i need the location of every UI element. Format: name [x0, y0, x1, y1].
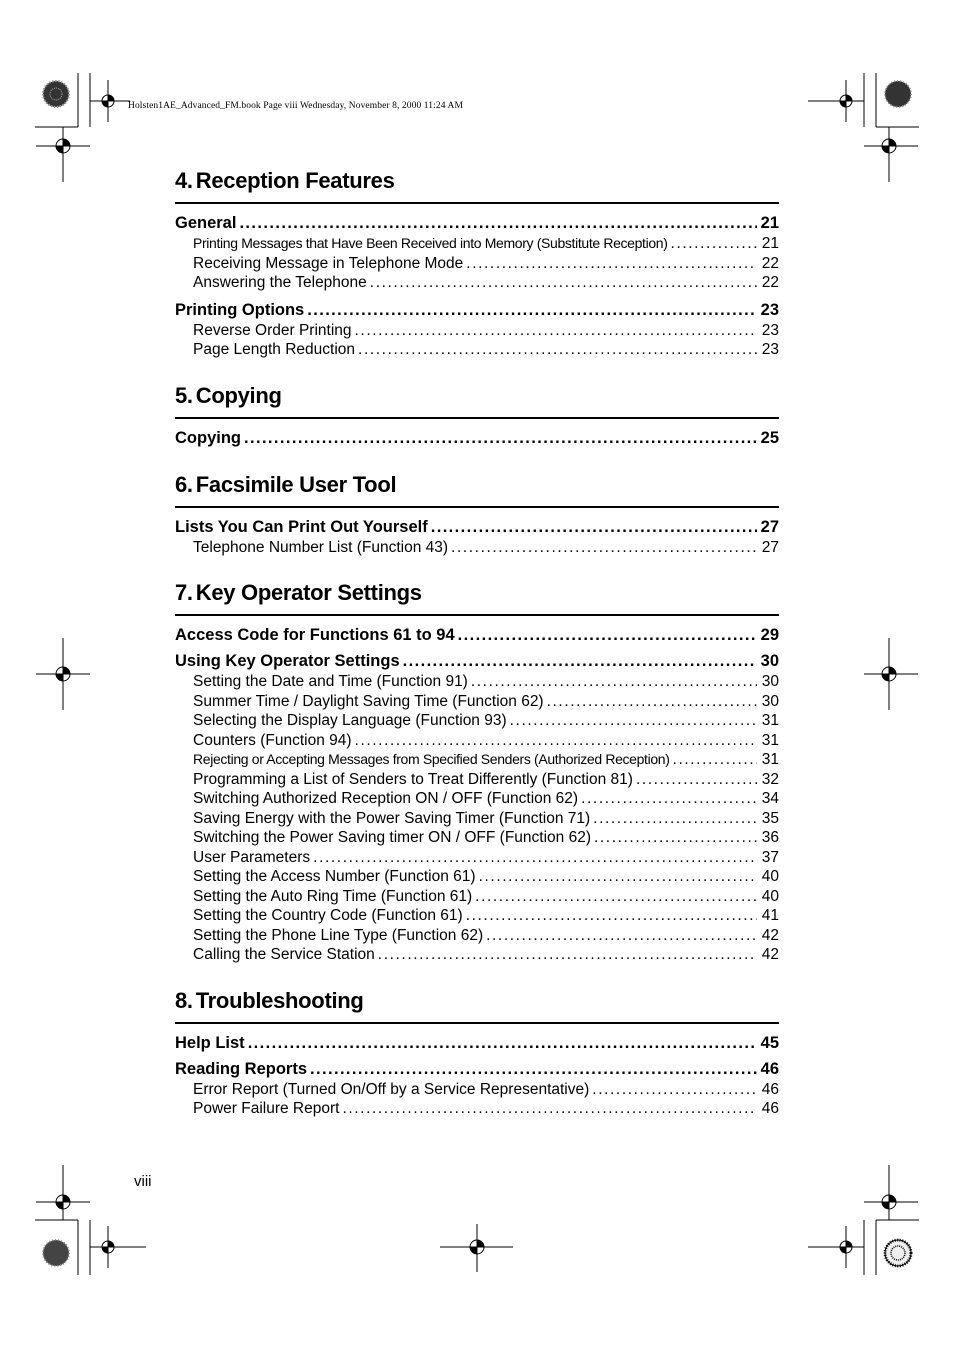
toc-page-number: 23	[761, 341, 779, 358]
toc-entry-text: Receiving Message in Telephone Mode	[193, 254, 464, 272]
toc-entry-text: Reverse Order Printing	[193, 321, 352, 339]
toc-entry-text: Reading Reports	[175, 1059, 308, 1078]
chapter-title	[175, 986, 779, 1024]
toc-page-number: 30	[761, 673, 779, 690]
dot-leader	[547, 692, 757, 712]
chapter-title-text: Copying	[195, 382, 282, 408]
toc-page-number: 27	[760, 517, 779, 536]
toc-entry-text: Setting the Date and Time (Function 91)	[193, 673, 468, 690]
chapter-title	[175, 381, 779, 419]
toc-heading-entry[interactable]	[175, 1058, 779, 1080]
dot-leader	[475, 887, 757, 907]
dot-leader	[307, 299, 756, 321]
dot-leader	[403, 650, 757, 672]
dot-leader	[431, 516, 757, 538]
toc-entry-text: Counters (Function 94)	[193, 731, 352, 749]
dot-leader	[581, 789, 757, 809]
dot-leader	[510, 711, 757, 731]
toc-entry-text: Answering the Telephone	[193, 274, 367, 291]
toc-heading-entry[interactable]	[175, 516, 779, 538]
toc-entry-text: Lists You Can Print Out Yourself	[175, 517, 428, 536]
dot-leader	[466, 906, 757, 926]
dot-leader	[636, 770, 757, 790]
toc-subentry[interactable]	[175, 887, 779, 907]
dot-leader	[451, 538, 757, 558]
toc-entry-text: Saving Energy with the Power Saving Timer (Function 71)	[193, 809, 591, 827]
toc-entry-text: General	[175, 214, 237, 232]
dot-leader	[593, 809, 757, 829]
toc-entry-text: Setting the Auto Ring Time (Function 61)	[193, 887, 473, 905]
toc-page-number: 34	[761, 790, 779, 807]
toc-subentry[interactable]	[175, 945, 779, 965]
toc-page-number: 31	[761, 731, 779, 749]
dot-leader	[466, 254, 757, 274]
chapter-number: 7.	[175, 580, 193, 605]
toc-page-number: 22	[761, 254, 779, 272]
toc-subentry[interactable]	[175, 906, 779, 926]
dot-leader	[244, 427, 757, 449]
print-header: Holsten1AE_Advanced_FM.book Page viii Wednesday, November 8, 2000 11:24 AM	[128, 101, 464, 111]
toc-page-number: 23	[760, 300, 779, 319]
dot-leader	[355, 731, 757, 751]
chapter-title-text: Reception Features	[195, 168, 395, 193]
toc-subentry[interactable]	[175, 273, 779, 293]
toc-page-number: 23	[761, 321, 779, 339]
dot-leader	[458, 624, 757, 646]
toc-entry-text: Switching Authorized Reception ON / OFF (Function 62)	[193, 790, 579, 807]
toc-page-number: 30	[760, 652, 779, 670]
toc-entry-text: Switching the Power Saving timer ON / OFF (Function 62)	[193, 829, 591, 846]
chapter-number: 5.	[175, 382, 193, 408]
toc-subentry[interactable]	[175, 770, 779, 790]
chapter-number: 8.	[175, 987, 193, 1013]
dot-leader	[592, 1080, 757, 1100]
toc-entry-text: Setting the Access Number (Function 61)	[193, 868, 476, 885]
toc-heading-entry[interactable]	[175, 299, 779, 321]
toc-entry-text: Telephone Number List (Function 43)	[193, 538, 449, 556]
toc-heading-entry[interactable]	[175, 650, 779, 672]
toc-heading-entry[interactable]	[175, 427, 779, 449]
chapter-title-text: Troubleshooting	[195, 987, 364, 1013]
dot-leader	[248, 1032, 757, 1054]
chapter-number: 6.	[175, 471, 193, 497]
dot-leader	[355, 321, 757, 341]
toc-page-number: 31	[761, 751, 779, 768]
toc-subentry[interactable]	[175, 321, 779, 341]
dot-leader	[358, 340, 757, 360]
toc-page-number: 46	[761, 1100, 779, 1117]
toc-entry-text: Selecting the Display Language (Function 93)	[193, 712, 507, 729]
toc-page-number: 35	[761, 809, 779, 827]
toc-entry-text: Page Length Reduction	[193, 341, 356, 358]
toc-page-number: 21	[761, 235, 779, 252]
dot-leader	[370, 273, 757, 293]
dot-leader	[239, 212, 756, 234]
chapter-number: 4.	[175, 168, 193, 193]
dot-leader	[671, 234, 757, 254]
toc-page-number: 41	[761, 907, 779, 924]
toc-page-number: 45	[760, 1033, 779, 1052]
toc-page-number: 46	[761, 1080, 779, 1098]
chapter-title	[175, 578, 779, 616]
toc-page-number: 40	[761, 868, 779, 885]
toc-subentry[interactable]	[175, 828, 779, 848]
toc-subentry[interactable]	[175, 867, 779, 887]
toc-entry-text: Summer Time / Daylight Saving Time (Function 62)	[193, 692, 544, 710]
toc-entry-text: Power Failure Report	[193, 1100, 340, 1117]
toc-entry-text: Setting the Country Code (Function 61)	[193, 907, 463, 924]
dot-leader	[310, 1058, 757, 1080]
toc-page-number: 36	[761, 829, 779, 846]
dot-leader	[479, 867, 757, 887]
toc-entry-text: Help List	[175, 1033, 245, 1052]
toc-heading-entry[interactable]	[175, 624, 779, 646]
dot-leader	[342, 1099, 757, 1119]
toc-page-number: 42	[761, 926, 779, 944]
toc-entry-text: Copying	[175, 428, 241, 447]
toc-subentry[interactable]	[175, 1080, 779, 1100]
dot-leader	[313, 848, 757, 868]
dot-leader	[378, 945, 757, 965]
toc-subentry[interactable]	[175, 731, 779, 751]
chapter-title-text: Key Operator Settings	[195, 580, 422, 605]
toc-subentry[interactable]	[175, 538, 779, 558]
toc-subentry[interactable]	[175, 254, 779, 274]
chapter-section	[175, 578, 779, 965]
toc-page-number: 27	[761, 538, 779, 556]
toc-entry-text: Calling the Service Station	[193, 946, 375, 963]
chapter-title-text: Facsimile User Tool	[195, 471, 397, 497]
toc-subentry[interactable]	[175, 692, 779, 712]
toc-entry-text: Error Report (Turned On/Off by a Service Representative)	[193, 1080, 590, 1098]
toc-page-number: 29	[760, 626, 779, 644]
toc-page-number: 42	[761, 946, 779, 963]
chapter-section	[175, 166, 779, 360]
toc-page-number: 37	[761, 848, 779, 866]
toc-entry-text: Access Code for Functions 61 to 94	[175, 626, 455, 644]
toc-page-number: 40	[761, 887, 779, 905]
chapter-section	[175, 986, 779, 1119]
toc-page-number: 32	[761, 770, 779, 788]
dot-leader	[486, 926, 757, 946]
chapter-title	[175, 166, 779, 204]
dot-leader	[471, 672, 757, 692]
toc-entry-text: Printing Messages that Have Been Received into Memory (Substitute Reception)	[193, 235, 668, 251]
table-of-contents	[175, 166, 779, 1140]
toc-subentry[interactable]	[175, 234, 779, 254]
toc-entry-text: Printing Options	[175, 300, 305, 319]
toc-entry-text: Rejecting or Accepting Messages from Specified Senders (Authorized Reception)	[193, 751, 670, 767]
toc-subentry[interactable]	[175, 809, 779, 829]
dot-leader	[673, 750, 757, 770]
toc-entry-text: User Parameters	[193, 848, 311, 866]
toc-entry-text: Using Key Operator Settings	[175, 652, 400, 670]
toc-subentry[interactable]	[175, 711, 779, 731]
toc-page-number: 31	[761, 712, 779, 729]
toc-subentry[interactable]	[175, 672, 779, 692]
page-number: viii	[134, 1173, 152, 1190]
toc-subentry[interactable]	[175, 750, 779, 770]
chapter-section	[175, 470, 779, 558]
toc-entry-text: Setting the Phone Line Type (Function 62)	[193, 926, 484, 944]
toc-subentry[interactable]	[175, 340, 779, 360]
toc-page-number: 25	[760, 428, 779, 447]
toc-subentry[interactable]	[175, 1099, 779, 1119]
toc-heading-entry[interactable]	[175, 1032, 779, 1054]
toc-subentry[interactable]	[175, 848, 779, 868]
toc-heading-entry[interactable]	[175, 212, 779, 234]
toc-page-number: 21	[760, 214, 779, 232]
toc-subentry[interactable]	[175, 926, 779, 946]
chapter-section	[175, 381, 779, 449]
toc-page-number: 22	[761, 274, 779, 291]
chapter-title	[175, 470, 779, 508]
toc-page-number: 30	[761, 692, 779, 710]
toc-entry-text: Programming a List of Senders to Treat Differently (Function 81)	[193, 770, 633, 788]
dot-leader	[594, 828, 757, 848]
toc-page-number: 46	[760, 1059, 779, 1078]
toc-subentry[interactable]	[175, 789, 779, 809]
